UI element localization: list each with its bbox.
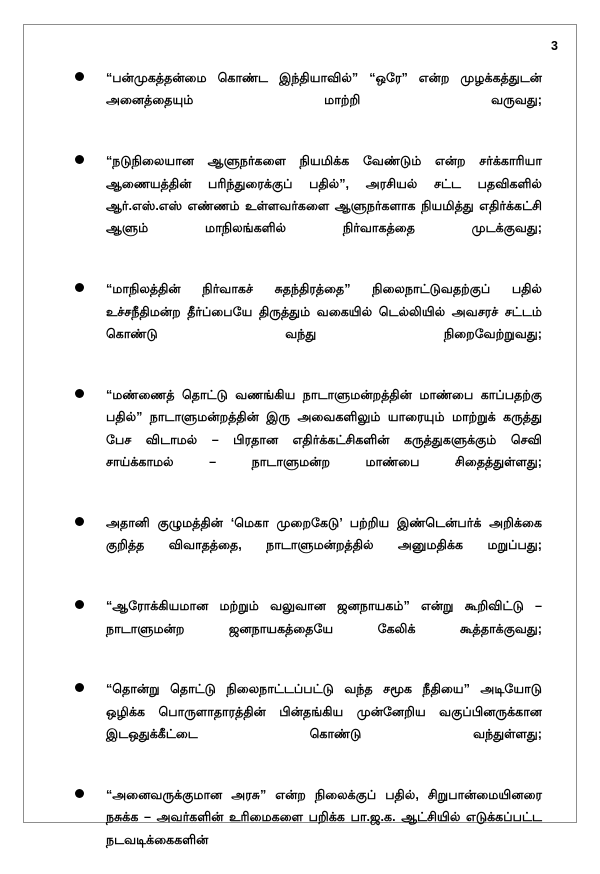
list-item (66, 595, 542, 662)
list-item (66, 278, 542, 368)
list-item-text: “ஆரோக்கியமான மற்றும் வலுவான ஜனநாயகம்” என்று கூறிவிட்டு – நாடாளுமன்ற ஜனநாயகத்தையே கேலிக் கூத்தாக்குவது; (106, 599, 542, 636)
list-item-text: “அனைவருக்குமான அரசு” என்ற நிலைக்குப் பதில், சிறுபான்மையினரை நசுக்க – அவர்களின் உரிமைகளை பறிக்க பா.ஜ.க. ஆட்சியில் எடுக்கப்பட்ட நடவடிக்கைகளின் (106, 787, 542, 847)
bullet-point-icon (75, 683, 84, 692)
bullet-point-icon (75, 72, 84, 81)
list-item (66, 67, 542, 134)
document-body (24, 67, 576, 874)
bullet-point-icon (75, 517, 84, 526)
list-item-text: அதானி குழுமத்தின் ‘மெகா முறைகேடு’ பற்றிய இண்டென்பர்க் அறிக்கை குறித்த விவாதத்தை, நாடாளுமன்றத்தில் அனுமதிக்க மறுப்பது; (106, 515, 542, 553)
list-item-text: “மாநிலத்தின் நிர்வாகச் சுதந்திரத்தை” நிலைநாட்டுவதற்குப் பதில் உச்சநீதிமன்ற தீர்ப்பையே திருத்தும் வகையில் டெல்லியில் அவசரச் சட்டம் கொண்டு வந்து நிறைவேற்றுவது; (106, 282, 542, 342)
bullet-point-icon (75, 389, 84, 398)
page-number: 3 (551, 39, 558, 53)
list-item-text: “நடுநிலையான ஆளுநர்களை நியமிக்க வேண்டும் என்ற சர்க்காரியா ஆணையத்தின் பரிந்துரைக்குப் பதில்”, அரசியல் சட்ட பதவிகளில் ஆர்.எஸ்.எஸ் எண்ணம் உள்ளவர்களை ஆளுநர்களாக நியமித்து எதிர்க்கட்சி ஆளும் மாநிலங்களில் நிர்வாகத்தை முடக்குவது; (106, 154, 542, 236)
page-frame (23, 24, 577, 847)
list-item (66, 150, 542, 262)
bullet-point-icon (75, 155, 84, 164)
bullet-point-icon (75, 283, 84, 292)
bullet-point-icon (75, 789, 84, 798)
list-item (66, 784, 542, 874)
list-item-text: “மண்ணைத் தொட்டு வணங்கிய நாடாளுமன்றத்தின் மாண்பை காப்பதற்கு பதில்” நாடாளுமன்றத்தின் இரு அவைகளிலும் யாரையும் மாற்றுக் கருத்து பேச விடாமல் – பிரதான எதிர்க்கட்சிகளின் கருத்துகளுக்கும் செவி சாய்க்காமல் – நாடாளுமன்ற மாண்பை சிதைத்துள்ளது; (106, 387, 542, 470)
bullet-list (66, 67, 542, 874)
list-item-text: “தொன்று தொட்டு நிலைநாட்டப்பட்டு வந்த சமூக நீதியை” அடியோடு ஒழிக்க பொருளாதாரத்தின் பின்தங்கிய முன்னேறிய வகுப்பினருக்கான இடஒதுக்கீட்டை கொண்டு வந்துள்ளது; (106, 682, 542, 742)
list-item (66, 512, 542, 579)
bullet-point-icon (75, 600, 84, 609)
list-item-text: “பன்முகத்தன்மை கொண்ட இந்தியாவில்” “ஒரே” என்ற முழக்கத்துடன் அனைத்தையும் மாற்றி வருவது; (106, 71, 542, 108)
list-item (66, 678, 542, 768)
list-item (66, 384, 542, 496)
